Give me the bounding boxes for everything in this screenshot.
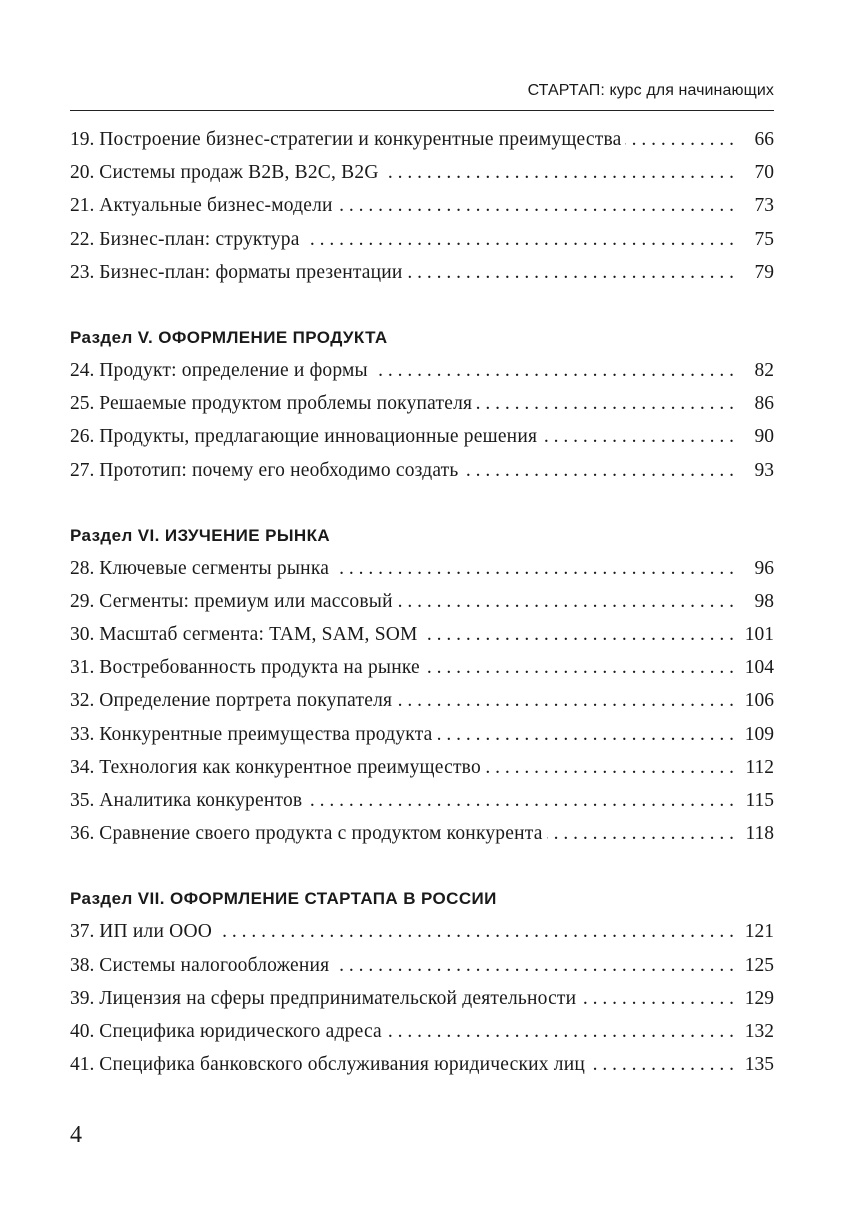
toc-entry-title: Аналитика конкурентов — [99, 790, 303, 811]
toc-entry — [70, 223, 774, 256]
toc-entry-title: Продукты, предлагающие инновационные решения — [99, 426, 538, 448]
toc-entry-title: Прототип: почему его необходимо создать — [99, 459, 459, 481]
toc-entry — [70, 1015, 774, 1048]
dot-leader — [424, 651, 734, 684]
toc-entry-number: 38. — [70, 954, 95, 976]
toc-entry — [70, 817, 774, 850]
toc-entry-title: Технология как конкурентное преимущество — [99, 756, 481, 778]
toc-entry-number: 25. — [70, 393, 95, 415]
toc-entry — [70, 387, 774, 420]
toc-entry-number: 20. — [70, 162, 95, 184]
section-heading: Раздел VI. ИЗУЧЕНИЕ РЫНКА — [70, 525, 331, 545]
toc-entry — [70, 420, 774, 453]
toc-entry-title: Бизнес-план: форматы презентации — [99, 261, 403, 283]
toc-entry — [70, 189, 774, 222]
toc-entry — [70, 949, 774, 982]
toc-entry-page: 118 — [745, 823, 774, 845]
toc-entry — [70, 784, 774, 817]
toc-entry-number: 19. — [70, 129, 95, 150]
dot-leader — [396, 684, 734, 717]
toc-entry-page: 79 — [754, 261, 774, 283]
toc-entry-page: 112 — [745, 756, 774, 778]
dot-leader — [386, 1015, 734, 1048]
toc-entry — [70, 751, 774, 784]
dot-leader — [383, 156, 734, 189]
dot-leader — [372, 354, 734, 387]
toc-entry-page: 104 — [744, 657, 774, 679]
toc-entry-page: 98 — [754, 590, 774, 612]
toc-entry — [70, 1048, 774, 1081]
dot-leader — [463, 454, 735, 487]
toc-entry-title: Конкурентные преимущества продукта — [99, 723, 433, 745]
toc-entry-page: 73 — [754, 195, 774, 217]
dot-leader — [333, 552, 734, 585]
toc-entry-title: Решаемые продуктом проблемы покупателя — [99, 393, 473, 415]
toc-entry-page: 129 — [744, 987, 774, 1009]
toc-entry-title: Определение портрета покупателя — [99, 690, 393, 712]
toc-entry-page: 82 — [754, 359, 774, 381]
toc-entry-title: Построение бизнес-стратегии и конкурентные преимущества — [99, 129, 622, 150]
toc-entry-title: Системы продаж B2B, B2C, B2G — [99, 162, 379, 184]
toc-entry-page: 106 — [744, 690, 774, 712]
dot-leader — [337, 189, 734, 222]
toc-entry-number: 39. — [70, 987, 95, 1009]
dot-leader — [625, 123, 734, 156]
dot-leader — [589, 1048, 734, 1081]
dot-leader — [580, 982, 734, 1015]
toc-entry-page: 90 — [754, 426, 774, 448]
toc-entry-page: 132 — [744, 1020, 774, 1042]
toc-entry-page: 75 — [754, 228, 774, 250]
toc-entry — [70, 651, 774, 684]
toc-entry-title: Ключевые сегменты рынка — [99, 557, 330, 579]
toc-entry-page: 121 — [744, 921, 774, 943]
toc-entry — [70, 585, 774, 618]
toc-entry-title: Масштаб сегмента: TAM, SAM, SOM — [99, 624, 418, 646]
toc-entry-number: 23. — [70, 261, 95, 283]
dot-leader — [397, 585, 734, 618]
toc-entry-title: Специфика юридического адреса — [99, 1020, 382, 1042]
toc-entry-number: 36. — [70, 823, 95, 845]
toc-entry-page: 135 — [744, 1054, 774, 1076]
toc-entry-page: 86 — [754, 393, 774, 415]
toc-entry-number: 34. — [70, 756, 95, 778]
dot-leader — [333, 949, 734, 982]
toc-entry-number: 24. — [70, 359, 95, 381]
toc-entry-number: 41. — [70, 1054, 95, 1076]
toc-entry — [70, 156, 774, 189]
dot-leader — [476, 387, 734, 420]
toc-entry-title: Лицензия на сферы предпринимательской деятельности — [99, 987, 577, 1009]
toc-entry-page: 109 — [744, 723, 774, 745]
toc-entry-number: 35. — [70, 790, 95, 811]
toc-entry-page: 96 — [754, 557, 774, 579]
toc-entry-page: 66 — [754, 129, 774, 150]
toc-entry — [70, 454, 774, 487]
toc-entry-page: 101 — [744, 624, 774, 646]
toc-entry-title: Сравнение своего продукта с продуктом конкурента — [99, 823, 543, 845]
toc-entry — [70, 256, 774, 289]
toc-entry — [70, 915, 774, 948]
toc-entry-page: 70 — [754, 162, 774, 184]
dot-leader — [547, 817, 734, 850]
toc-entry — [70, 982, 774, 1015]
toc-entry-title: Специфика банковского обслуживания юридических лиц — [99, 1054, 585, 1076]
running-head: СТАРТАП: курс для начинающих — [527, 82, 774, 99]
toc-entry-number: 30. — [70, 624, 95, 646]
toc-entry — [70, 718, 774, 751]
toc-entry — [70, 618, 774, 651]
toc-entry-number: 29. — [70, 590, 95, 612]
toc-entry-number: 27. — [70, 459, 95, 481]
toc-entry — [70, 354, 774, 387]
toc-entry-number: 22. — [70, 228, 95, 250]
dot-leader — [437, 718, 734, 751]
toc-entry-number: 32. — [70, 690, 95, 712]
dot-leader — [541, 420, 734, 453]
table-of-contents — [70, 123, 774, 1081]
toc-entry-title: ИП или ООО — [99, 921, 213, 943]
page-number: 4 — [70, 1122, 82, 1148]
header-rule — [70, 110, 774, 111]
toc-entry-number: 28. — [70, 557, 95, 579]
toc-entry — [70, 552, 774, 585]
dot-leader — [304, 223, 734, 256]
toc-entry-number: 21. — [70, 195, 95, 217]
toc-entry-page: 93 — [754, 459, 774, 481]
dot-leader — [422, 618, 734, 651]
toc-entry-number: 26. — [70, 426, 95, 448]
toc-entry-number: 37. — [70, 921, 95, 943]
toc-entry-title: Сегменты: премиум или массовый — [99, 590, 393, 612]
section-heading: Раздел V. ОФОРМЛЕНИЕ ПРОДУКТА — [70, 327, 388, 347]
dot-leader — [216, 915, 734, 948]
dot-leader — [485, 751, 734, 784]
toc-entry-page: 125 — [744, 954, 774, 976]
toc-entry-number: 40. — [70, 1020, 95, 1042]
toc-entry — [70, 123, 774, 156]
toc-entry-number: 31. — [70, 657, 95, 679]
toc-entry-title: Востребованность продукта на рынке — [99, 657, 420, 679]
dot-leader — [306, 784, 734, 817]
section-heading: Раздел VII. ОФОРМЛЕНИЕ СТАРТАПА В РОССИИ — [70, 889, 497, 909]
toc-entry-title: Бизнес-план: структура — [99, 228, 300, 250]
dot-leader — [407, 256, 734, 289]
toc-entry-number: 33. — [70, 723, 95, 745]
toc-entry-title: Продукт: определение и формы — [99, 359, 368, 381]
toc-entry-title: Системы налогообложения — [99, 954, 330, 976]
toc-entry-title: Актуальные бизнес-модели — [99, 195, 333, 217]
toc-entry — [70, 684, 774, 717]
toc-entry-page: 115 — [745, 790, 774, 811]
